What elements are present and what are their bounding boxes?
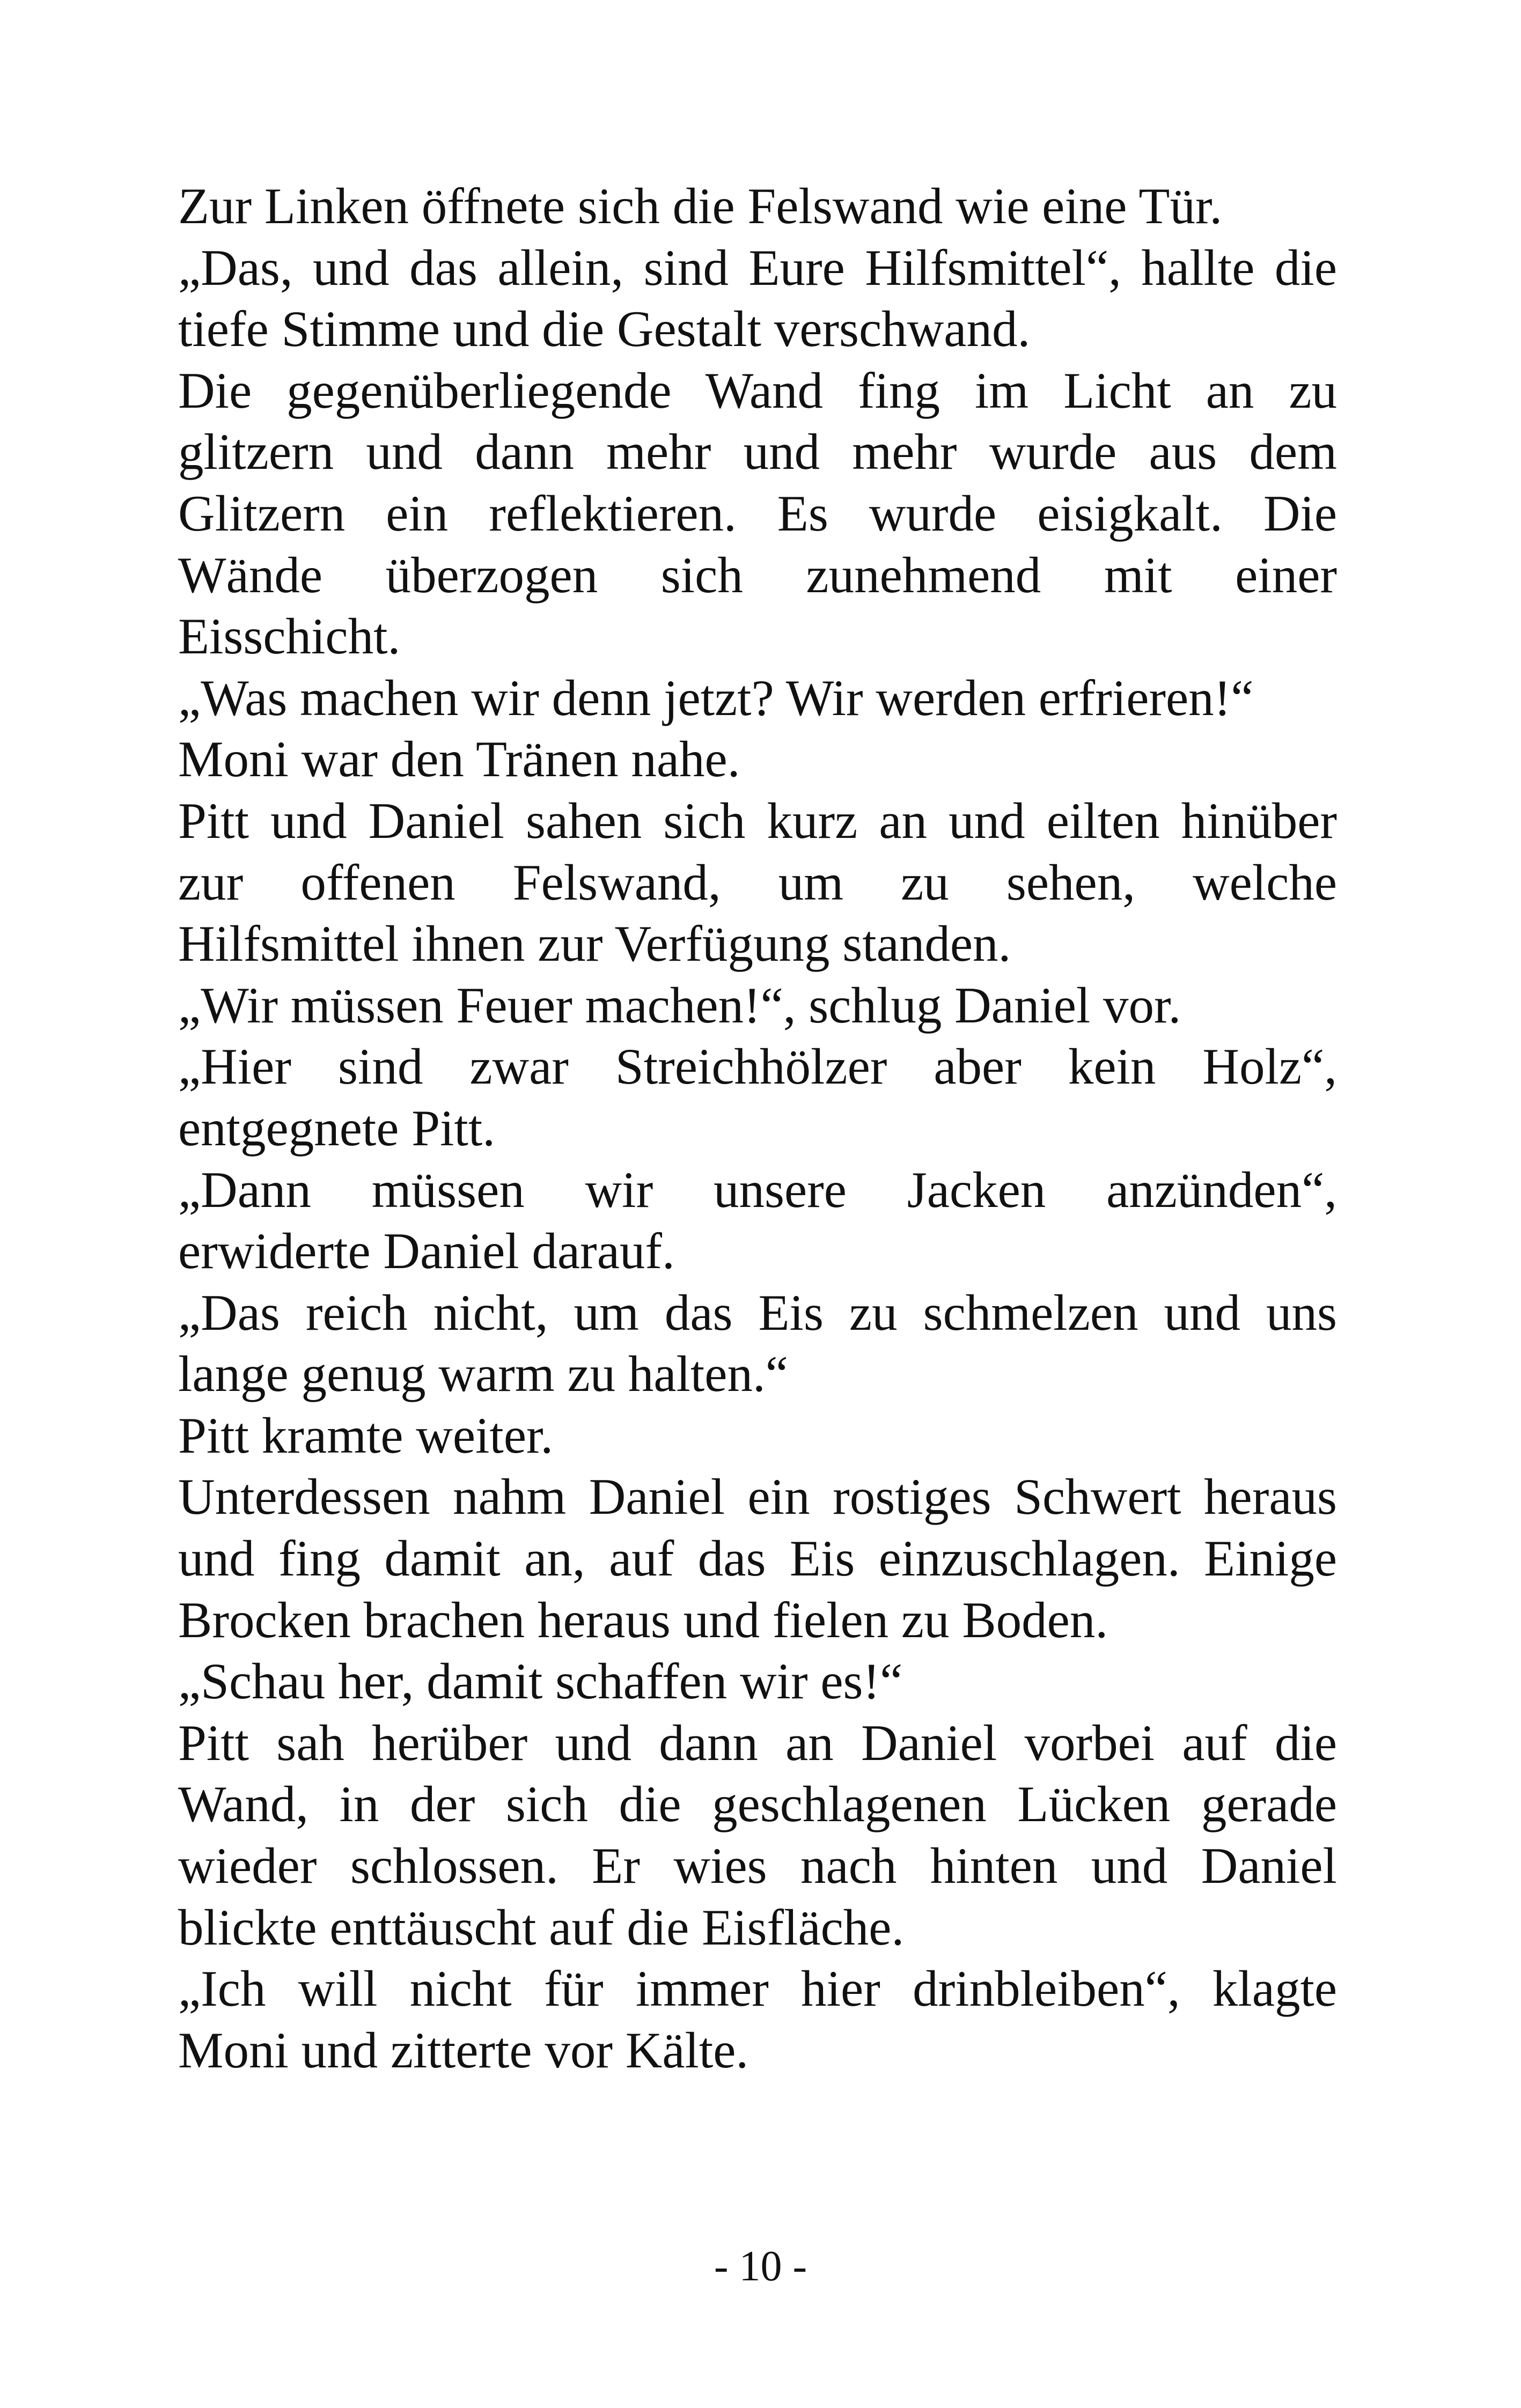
text-line: Wand, in der sich die geschlagenen Lücken gerade <box>178 1776 1337 1833</box>
text-line: Hilfsmittel ihnen zur Verfügung standen. <box>178 915 1011 973</box>
text-line: „Das, und das allein, sind Eure Hilfsmittel“, hallte die <box>178 239 1337 296</box>
text-line: Wände überzogen sich zunehmend mit einer <box>178 546 1337 603</box>
text-line: Unterdessen nahm Daniel ein rostiges Schwert heraus <box>178 1468 1337 1526</box>
text-line: glitzern und dann mehr und mehr wurde aus dem <box>178 423 1337 481</box>
text-line: Eisschicht. <box>178 608 401 665</box>
text-line: blickte enttäuscht auf die Eisfläche. <box>178 1898 905 1956</box>
text-line: Zur Linken öffnete sich die Felswand wie eine Tür. <box>178 178 1223 234</box>
text-line: erwiderte Daniel darauf. <box>178 1223 675 1280</box>
text-line: wieder schlossen. Er wies nach hinten und Daniel <box>178 1837 1337 1895</box>
page-number: - 10 - <box>714 2243 807 2290</box>
text-line: Die gegenüberliegende Wand fing im Licht an zu <box>178 362 1337 419</box>
text-line: „Was machen wir denn jetzt? Wir werden erfrieren!“ <box>178 669 1254 726</box>
text-line: Moni und zitterte vor Kälte. <box>178 2021 749 2079</box>
text-line: Glitzern ein reflektieren. Es wurde eisigkalt. Die <box>178 484 1337 542</box>
text-line: „Ich will nicht für immer hier drinbleiben“, klagte <box>178 1960 1337 2017</box>
text-line: „Das reich nicht, um das Eis zu schmelzen und uns <box>178 1284 1337 1341</box>
text-line: entgegnete Pitt. <box>178 1099 495 1157</box>
text-line: Moni war den Tränen nahe. <box>178 731 740 788</box>
text-line: „Schau her, damit schaffen wir es!“ <box>178 1653 903 1710</box>
text-line: und fing damit an, auf das Eis einzuschlagen. Einige <box>178 1530 1337 1587</box>
text-line: tiefe Stimme und die Gestalt verschwand. <box>178 300 1031 358</box>
text-line: Brocken brachen heraus und fielen zu Boden. <box>178 1591 1108 1648</box>
text-line: Pitt kramte weiter. <box>178 1406 554 1464</box>
text-line: Pitt sah herüber und dann an Daniel vorbei auf die <box>178 1714 1337 1771</box>
text-line: Pitt und Daniel sahen sich kurz an und eilten hinüber <box>178 792 1337 849</box>
text-line: „Dann müssen wir unsere Jacken anzünden“, <box>178 1161 1337 1218</box>
text-line: „Hier sind zwar Streichhölzer aber kein Holz“, <box>178 1038 1337 1095</box>
text-line: zur offenen Felswand, um zu sehen, welche <box>178 853 1337 911</box>
body-text <box>178 175 1337 2081</box>
text-line: „Wir müssen Feuer machen!“, schlug Daniel vor. <box>178 976 1181 1034</box>
text-line: lange genug warm zu halten.“ <box>178 1345 788 1403</box>
